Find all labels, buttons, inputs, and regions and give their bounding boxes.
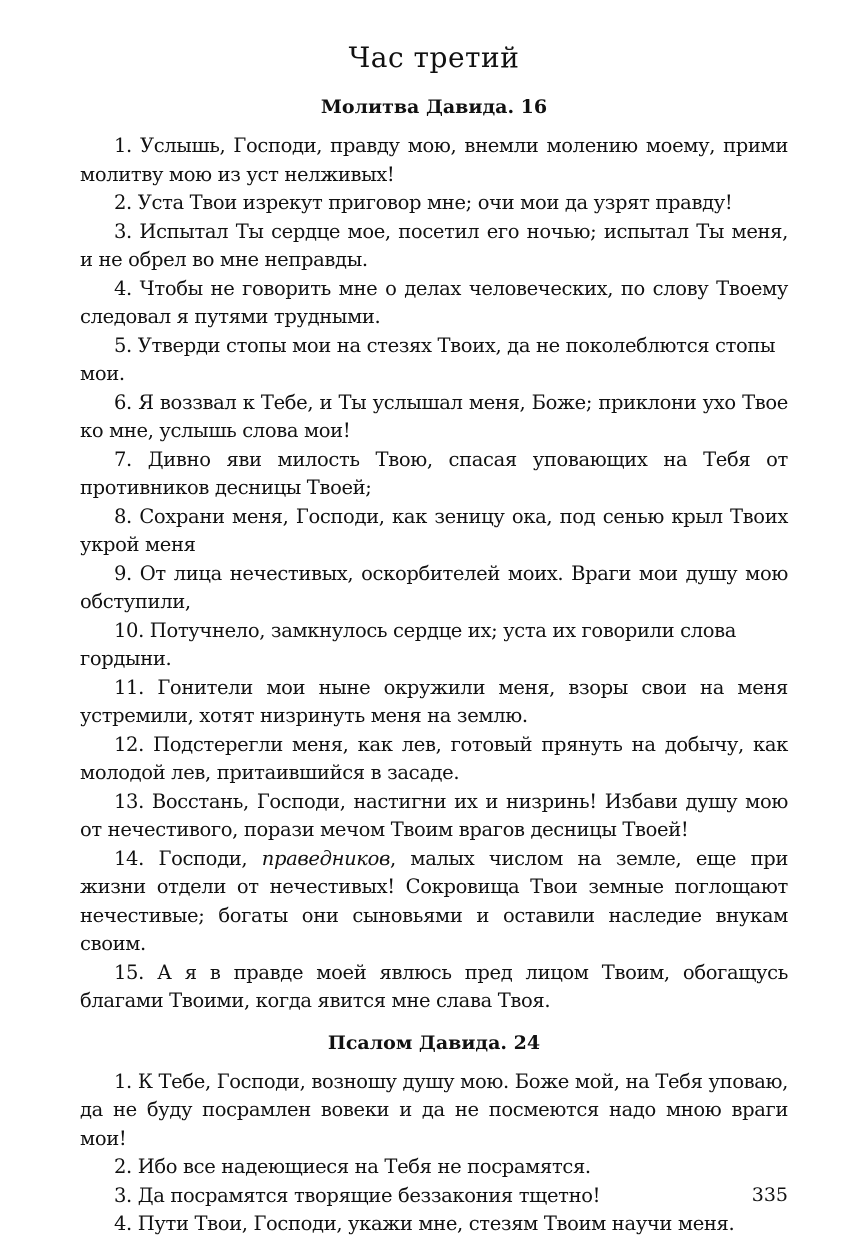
verse: 2. Уста Твои изрекут приговор мне; очи мои да узрят правду! [114, 191, 733, 214]
page-number: 335 [751, 1184, 788, 1206]
verse-text: 14. Господи, [114, 846, 262, 870]
verse: 1. К Тебе, Господи, возношу душу мою. Боже мой, на Тебя уповаю, да не буду посрамлен вовеки и да не посмеются надо мною враги мои! [80, 1069, 788, 1150]
verse: 6. Я воззвал к Тебе, и Ты услышал меня, Боже; приклони ухо Твое ко мне, услышь слова мои! [80, 390, 788, 442]
verse: 3. Испытал Ты сердце мое, посетил его ночью; испытал Ты меня, и не обрел во мне неправды. [80, 219, 788, 271]
verse: 15. А я в правде моей явлюсь пред лицом Твоим, обогащусь благами Твоими, когда явится мне слава Твоя. [80, 960, 788, 1012]
verse: 8. Сохрани меня, Господи, как зеницу ока, под сенью крыл Твоих укрой меня [80, 504, 788, 556]
verse: 3. Да посрамятся творящие беззакония тщетно! [114, 1183, 601, 1207]
verse: 4. Чтобы не говорить мне о делах человеческих, по слову Твоему следовал я путями трудными. [80, 276, 788, 328]
verse: 4. Пути Твои, Господи, укажи мне, стезям Твоим научи меня. [114, 1212, 735, 1235]
prayer-section [80, 94, 788, 1016]
verse: 10. Потучнело, замкнулось сердце их; уста их говорили слова гордыни. [80, 618, 737, 670]
psalm-section [80, 1030, 788, 1239]
section-heading: Молитва Давида. 16 [320, 96, 548, 118]
verse: 9. От лица нечестивых, оскорбителей моих. Враги мои душу мою обступили, [80, 561, 788, 613]
section-heading: Псалом Давида. 24 [327, 1031, 541, 1054]
book-page [80, 40, 788, 1239]
verse: 2. Ибо все надеющиеся на Тебя не посрамятся. [114, 1155, 591, 1178]
chapter-title: Час третий [348, 41, 520, 74]
verse: 11. Гонители мои ныне окружили меня, взоры свои на меня устремили, хотят низринуть меня на землю. [80, 675, 788, 727]
italic-word: праведников [261, 846, 390, 870]
verse [80, 845, 788, 959]
verse: 5. Утверди стопы мои на стезях Твоих, да не поколеблются стопы мои. [80, 333, 776, 385]
verse: 1. Услышь, Господи, правду мою, внемли молению моему, прими молитву мою из уст нелживых! [80, 134, 788, 186]
verse: 13. Восстань, Господи, настигни их и низринь! Избави душу мою от нечестивого, порази мечом Твоим врагов десницы Твоей! [80, 789, 788, 841]
verse: 7. Дивно яви милость Твою, спасая уповающих на Тебя от противников десницы Твоей; [80, 447, 788, 499]
verse: 12. Подстерегли меня, как лев, готовый прянуть на добычу, как молодой лев, притаившийся в засаде. [80, 732, 788, 784]
section-gap [80, 1016, 788, 1030]
verse-text: , малых числом на земле, еще при жизни отдели от нечестивых! Сокровища Твои земные поглощают нечестивые; богаты они сыновьями и оставили наследие внукам своим. [80, 846, 788, 955]
